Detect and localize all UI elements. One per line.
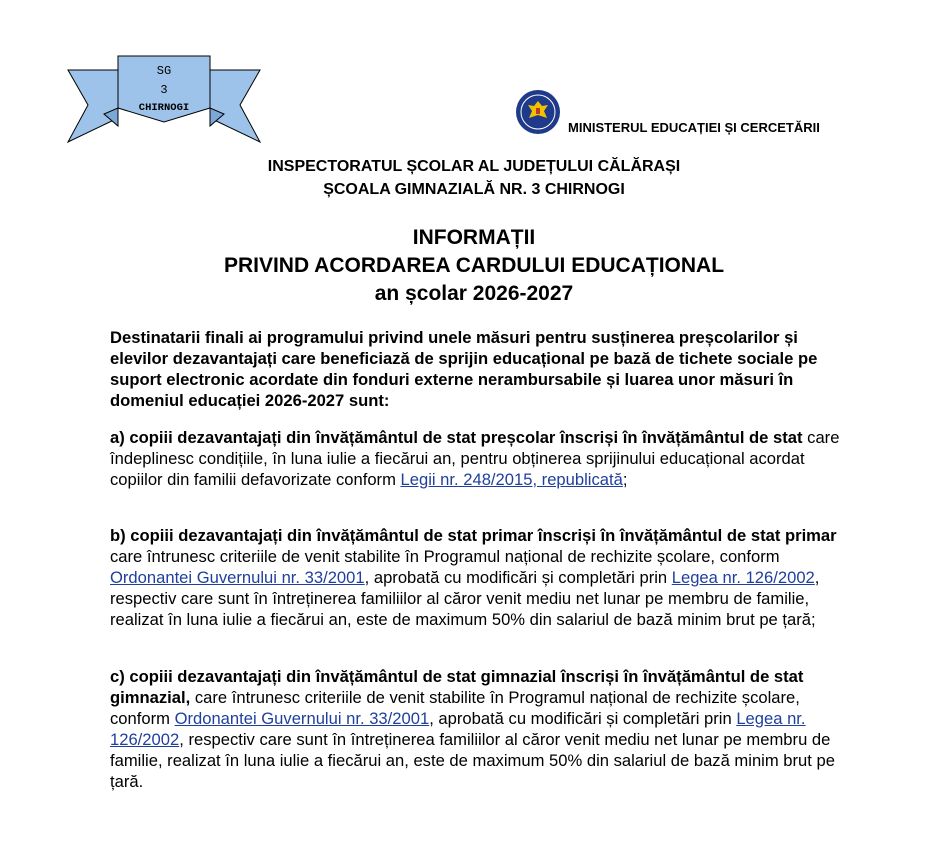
item-b-paragraph <box>110 525 850 630</box>
title-line-3: an școlar 2026-2027 <box>374 282 574 305</box>
title-line-2: PRIVIND ACORDAREA CARDULUI EDUCAȚIONAL <box>223 254 725 277</box>
link-og-33-2001-c[interactable]: Ordonantei Guvernului nr. 33/2001 <box>174 709 430 728</box>
ministry-name: MINISTERUL EDUCAȚIEI ȘI CERCETĂRII <box>568 120 820 135</box>
item-b-text-3: , respectiv care sunt în întreținerea familiilor al căror venit mediu net lunar pe membru de familie, realizat în luna iulie a fiecărui an, este de maximum 50% din salariul de bază minim brut pe țară; <box>110 568 820 629</box>
logo-line-2: 3 <box>160 83 168 97</box>
item-a-bold: a) copiii dezavantajați din învățământul de stat preșcolar înscriși în învățământul de stat <box>110 428 803 447</box>
item-b-text-1: care întrunesc criteriile de venit stabilite în Programul național de rechizite școlare, conform <box>110 547 780 566</box>
link-legea-126-2002[interactable]: Legea nr. 126/2002 <box>671 568 815 587</box>
link-legea-126-2002-c[interactable]: Legea nr. 126/2002 <box>110 709 806 749</box>
intro-text: Destinatarii finali ai programului privind unele măsuri pentru susținerea preșcolarilor și elevilor dezavantajați care beneficiază de sprijin educațional pe bază de tichete sociale pe suport electronic acordate din fonduri externe nerambursabile și luarea unor măsuri în domeniul educației 2026-2027 sunt: <box>110 328 818 410</box>
title-line-1: INFORMAȚII <box>412 226 536 249</box>
school-name-header: ȘCOALA GIMNAZIALĂ NR. 3 CHIRNOGI <box>323 181 625 198</box>
link-og-33-2001[interactable]: Ordonantei Guvernului nr. 33/2001 <box>110 568 365 587</box>
item-c-text-1: care întrunesc criteriile de venit stabilite în Programul național de rechizite școlare, conform <box>110 688 800 728</box>
item-c-bold: c) copiii dezavantajați din învățământul de stat gimnazial înscriși în învățământul de stat gimnazial, <box>110 667 804 707</box>
item-a-paragraph <box>110 427 850 490</box>
guvernul-romaniei-seal-icon <box>510 88 566 136</box>
intro-paragraph <box>110 327 850 411</box>
item-b-bold: b) copiii dezavantajați din învățământul de stat primar înscriși în învățământul de stat primar <box>110 526 837 545</box>
item-a-text-2: ; <box>622 470 628 489</box>
item-c-text-3: , respectiv care sunt în întreținerea familiilor al căror venit mediu net lunar pe membru de familie, realizat în luna iulie a fiecărui an, este de maximum 50% din salariul de bază minim brut pe țară. <box>110 730 835 791</box>
link-legea-248-2015[interactable]: Legii nr. 248/2015, republicată <box>400 470 623 489</box>
inspectorate-header: INSPECTORATUL ȘCOLAR AL JUDEȚULUI CĂLĂRAȘI <box>267 158 681 175</box>
logo-line-3: CHIRNOGI <box>138 102 190 114</box>
logo-line-1: SG <box>156 64 172 78</box>
item-c-text-2: , aprobată cu modificări și completări prin <box>429 709 737 728</box>
item-b-text-2: , aprobată cu modificări și completări prin <box>364 568 672 587</box>
item-c-paragraph <box>110 666 850 792</box>
item-a-text-1: care îndeplinesc condițiile, în luna iulie a fiecărui an, pentru obținerea sprijinului educațional acordat copiilor din familii defavorizate conform <box>110 428 840 489</box>
